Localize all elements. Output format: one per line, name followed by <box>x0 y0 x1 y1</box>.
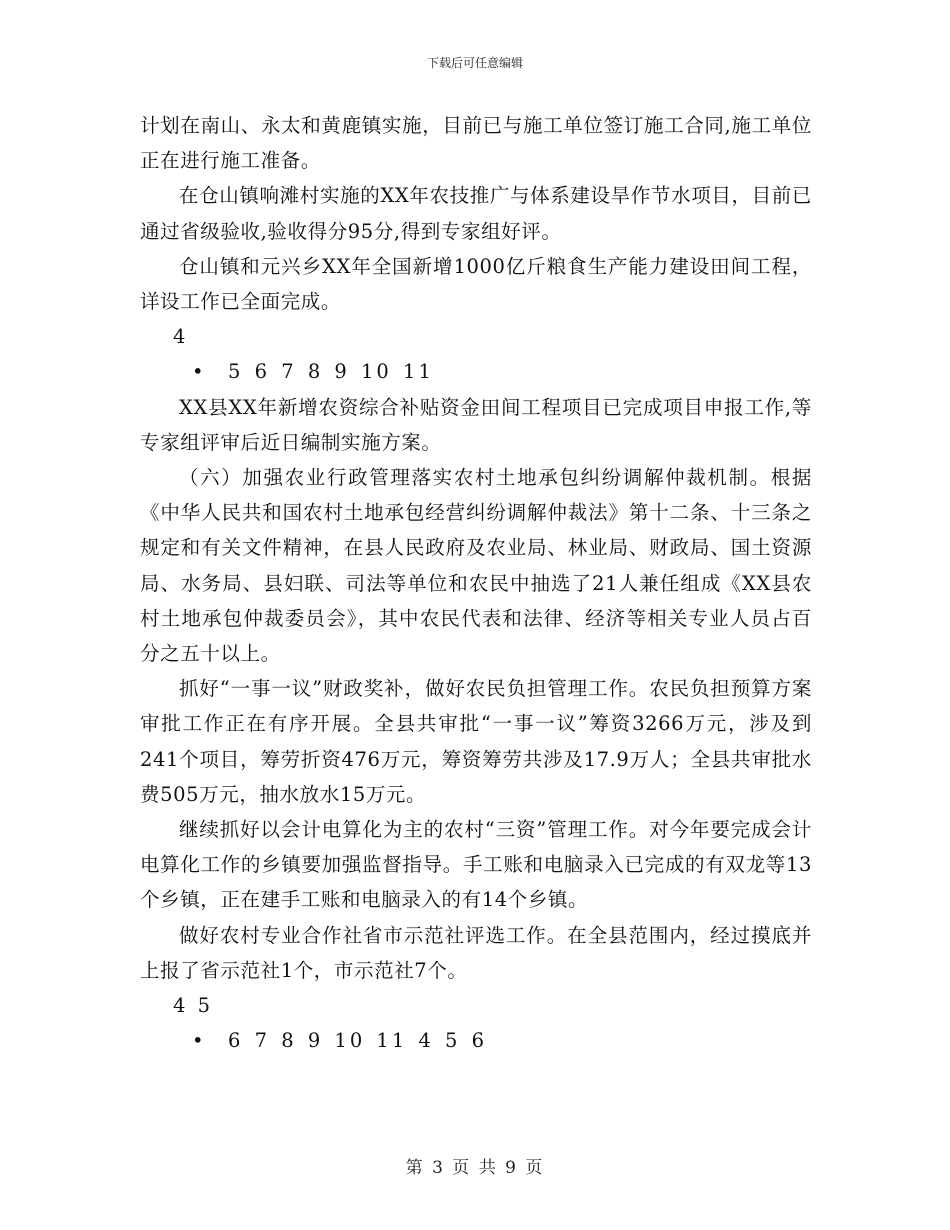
bullet-icon: • <box>192 360 204 384</box>
number-line-2: 4 5 <box>173 994 214 1018</box>
bullet-line-1 <box>140 354 812 389</box>
number-line-1: 4 <box>173 325 189 349</box>
bullet-icon: • <box>192 1029 204 1053</box>
paragraph-7: 继续抓好以会计电算化为主的农村“三资”管理工作。对今年要完成会计电算化工作的乡镇要加强监督指导。手工账和电脑录入已完成的有双龙等13个乡镇，正在建手工账和电脑录入的有14个乡镇。 <box>140 818 812 912</box>
paragraph-5: （六）加强农业行政管理落实农村土地承包纠纷调解仲裁机制。根据《中华人民共和国农村土地承包经营纠纷调解仲裁法》第十二条、十三条之规定和有关文件精神，在县人民政府及农业局、林业局、财政局、国土资源局、水务局、县妇联、司法等单位和农民中抽选了21人兼任组成《XX县农村土地承包仲裁委员会》，其中农民代表和法律、经济等相关专业人员占百分之五十以上。 <box>140 466 812 666</box>
document-body <box>140 108 812 1058</box>
page-header: 下载后可任意编辑 <box>426 56 523 70</box>
paragraph-4: XX县XX年新增农资综合补贴资金田间工程项目已完成项目申报工作,等专家组评审后近日编制实施方案。 <box>140 395 812 454</box>
bullet-line-1-text: 5 6 7 8 9 10 11 <box>228 360 434 384</box>
bullet-line-2-text: 6 7 8 9 10 11 4 5 6 <box>228 1029 488 1053</box>
paragraph-2: 在仓山镇响滩村实施的XX年农技推广与体系建设旱作节水项目，目前已通过省级验收,验收得分95分,得到专家组好评。 <box>140 184 812 243</box>
paragraph-1: 计划在南山、永太和黄鹿镇实施，目前已与施工单位签订施工合同,施工单位正在进行施工准备。 <box>140 114 812 173</box>
paragraph-8: 做好农村专业合作社省市示范社评选工作。在全县范围内，经过摸底并上报了省示范社1个，市示范社7个。 <box>140 923 812 982</box>
paragraph-6: 抓好“一事一议”财政奖补，做好农民负担管理工作。农民负担预算方案审批工作正在有序开展。全县共审批“一事一议”筹资3266万元，涉及到241个项目，筹劳折资476万元，筹资筹劳共涉及17.9万人；全县共审批水费505万元，抽水放水15万元。 <box>140 677 812 806</box>
page-footer: 第 3 页 共 9 页 <box>405 1158 545 1178</box>
bullet-line-2 <box>140 1023 812 1058</box>
paragraph-3: 仓山镇和元兴乡XX年全国新增1000亿斤粮食生产能力建设田间工程，详设工作已全面完成。 <box>140 254 812 314</box>
